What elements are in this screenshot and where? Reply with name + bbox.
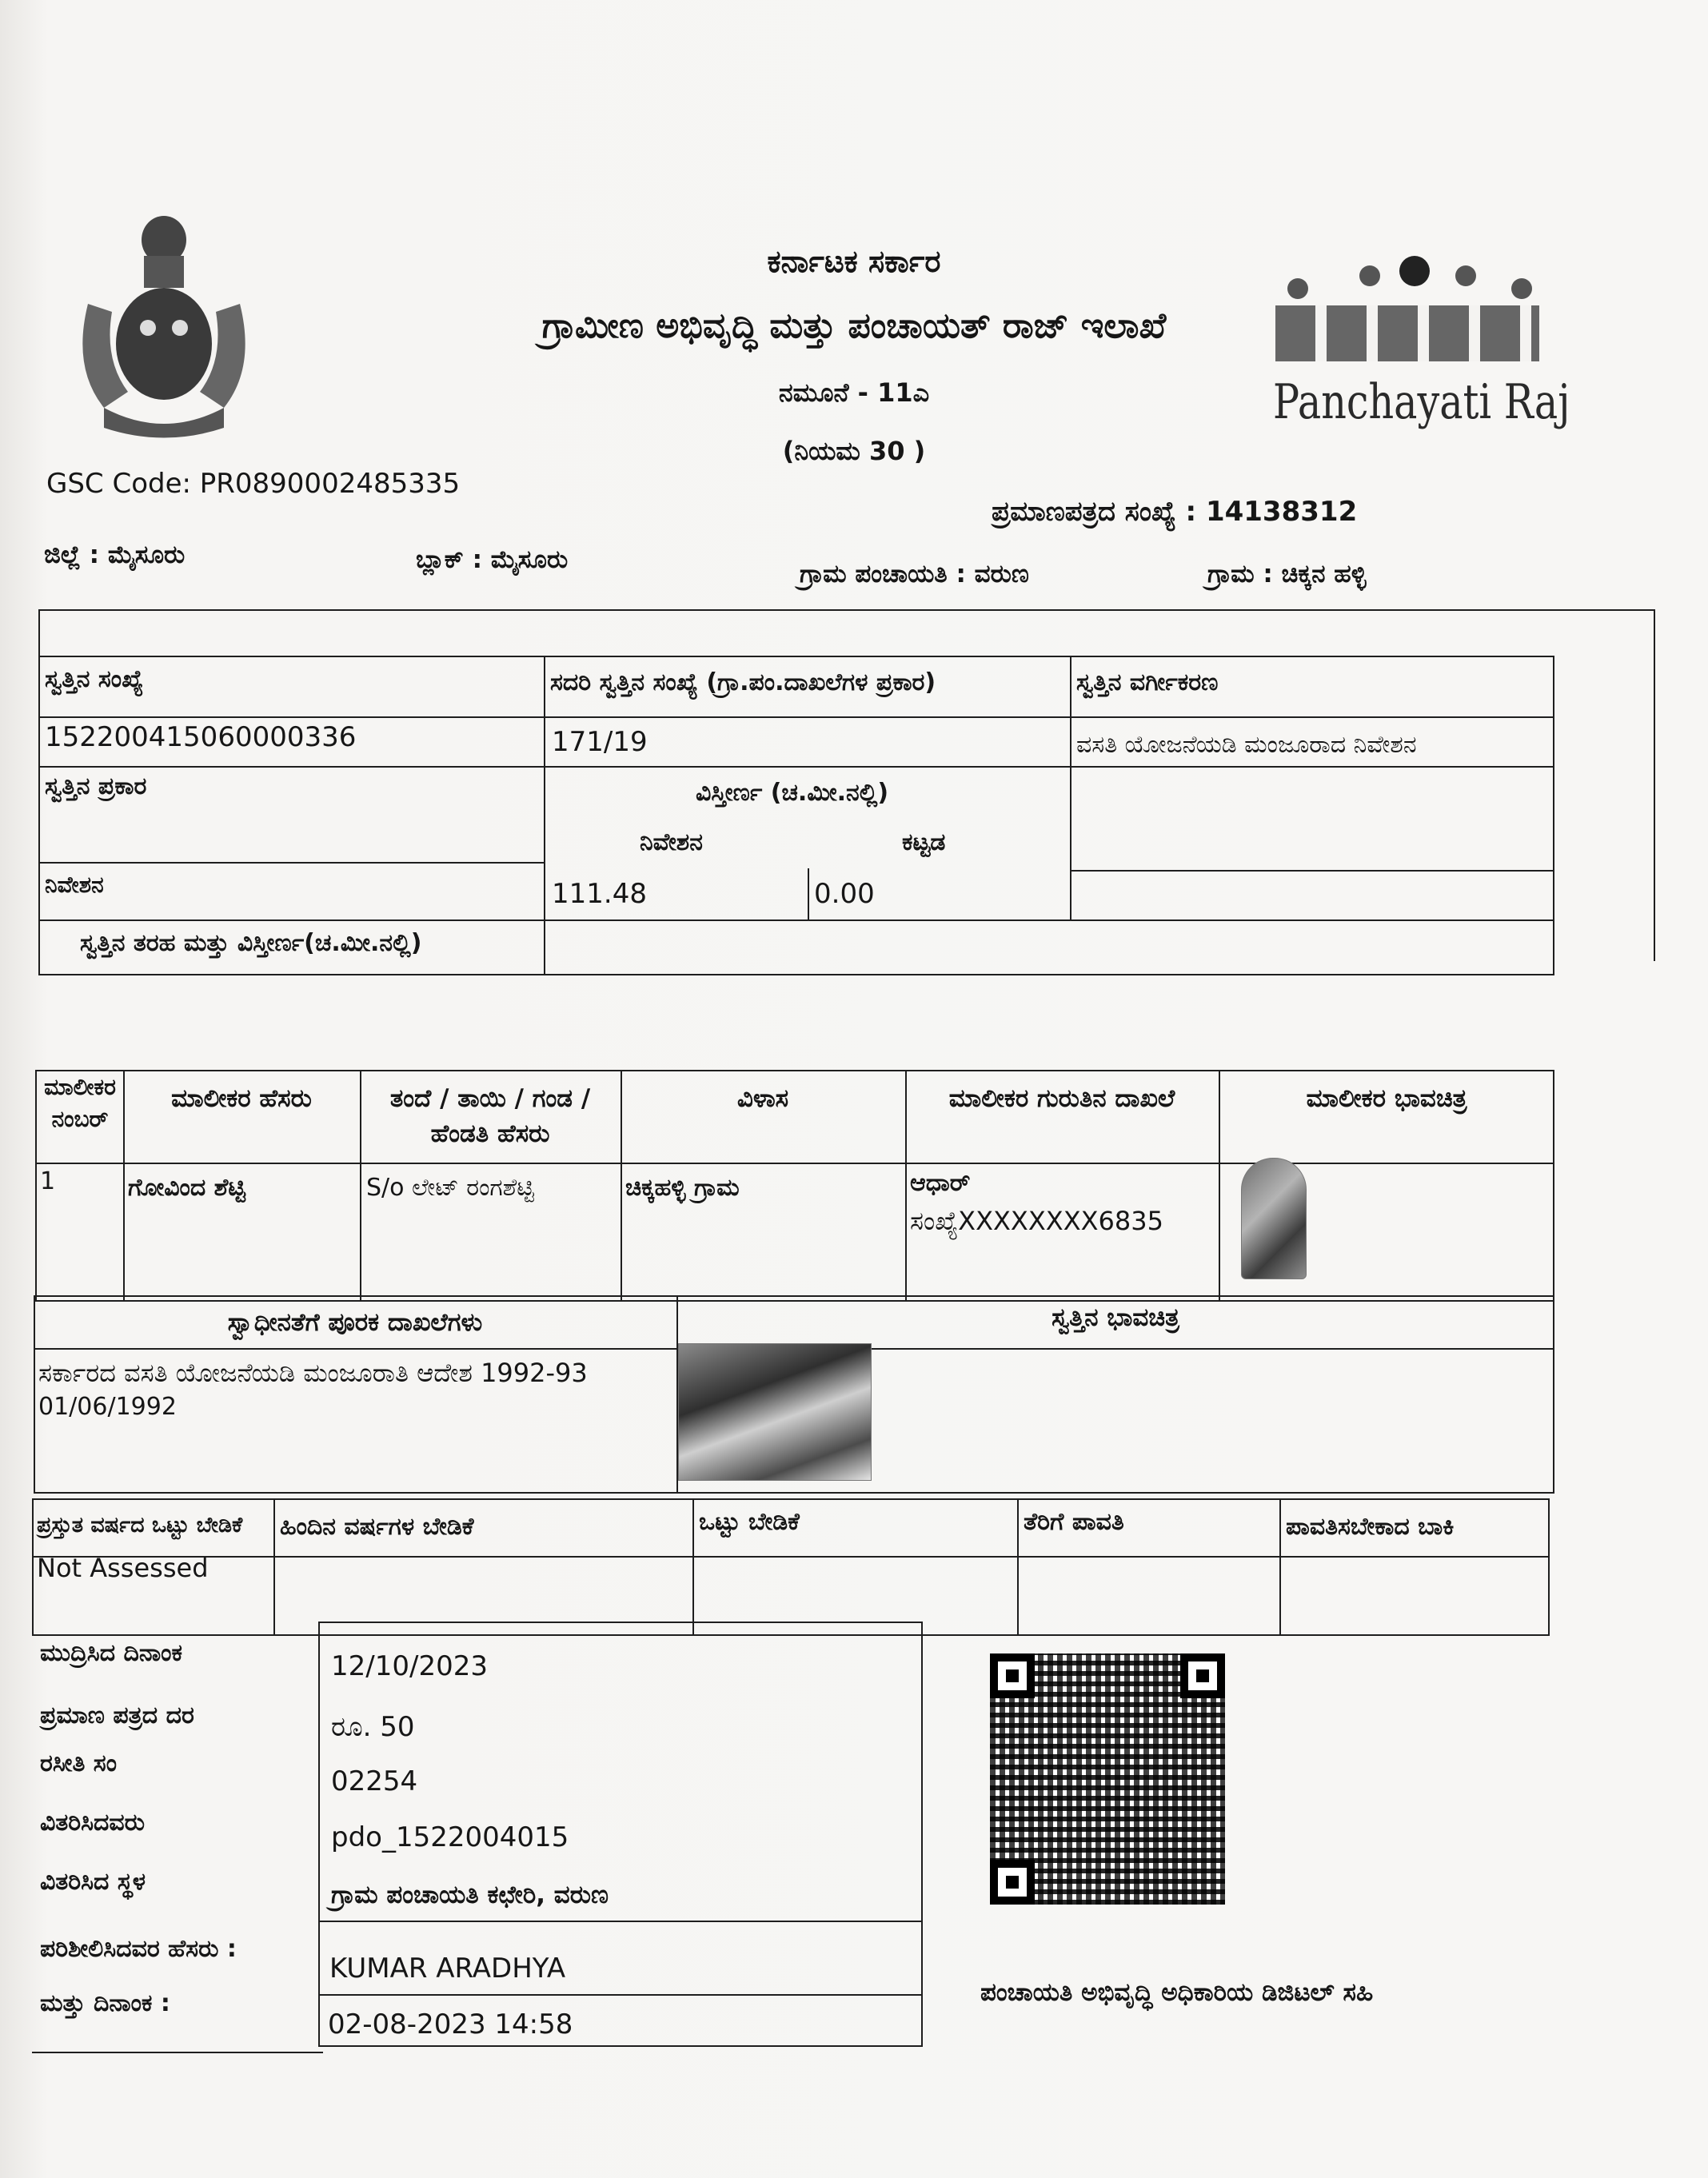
- document-date: 01/06/1992: [38, 1393, 177, 1421]
- certificate-fee: ರೂ. 50: [331, 1711, 415, 1743]
- label-certificate-fee: ಪ್ರಮಾಣ ಪತ್ರದ ದರ: [40, 1701, 194, 1729]
- header-owner-name: ಮಾಲೀಕರ ಹೆಸರು: [171, 1084, 312, 1113]
- gram-panchayat: ಗ್ರಾಮ ಪಂಚಾಯತಿ : ವರುಣ: [800, 560, 1029, 588]
- digital-signature-label: ಪಂಚಾಯತಿ ಅಭಿವೃದ್ಧಿ ಅಧಿಕಾರಿಯ ಡಿಜಿಟಲ್ ಸಹಿ: [980, 1978, 1374, 2007]
- taluk: ಬ್ಲಾಕ್ : ಮೈಸೂರು: [416, 545, 569, 574]
- property-classification: ವಸತಿ ಯೋಜನೆಯಡಿ ಮಂಜೂರಾದ ನಿವೇಶನ: [1076, 731, 1417, 759]
- label-signer-name: ಪರಿಶೀಲಿಸಿದವರ ಹೆಸರು :: [40, 1935, 237, 1963]
- label-building: ಕಟ್ಟಡ: [902, 828, 946, 856]
- header-total-demand: ಒಟ್ಟು ಬೇಡಿಕೆ: [699, 1508, 800, 1536]
- label-site: ನಿವೇಶನ: [640, 828, 703, 856]
- property-type: ನಿವೇಶನ: [45, 872, 104, 898]
- print-date: 12/10/2023: [331, 1650, 488, 1682]
- receipt-no: 02254: [331, 1765, 418, 1797]
- owner-photo: [1241, 1158, 1307, 1279]
- label-sign-date: ಮತ್ತು ದಿನಾಂಕ :: [40, 1989, 170, 2017]
- header-owner-photo: ಮಾಲೀಕರ ಭಾವಚಿತ್ರ: [1306, 1084, 1467, 1113]
- owner-relation: S/o ಲೇಟ್ ರಂಗಶೆಟ್ಟಿ: [366, 1174, 535, 1202]
- label-old-property-id: ಸದರಿ ಸ್ವತ್ತಿನ ಸಂಖ್ಯೆ (ಗ್ರಾ.ಪಂ.ದಾಖಲೆಗಳ ಪ್ರಕಾರ): [550, 668, 936, 696]
- property-photo: [678, 1343, 872, 1481]
- document-description: ಸರ್ಕಾರದ ವಸತಿ ಯೋಜನೆಯಡಿ ಮಂಜೂರಾತಿ ಆದೇಶ 1992-93: [38, 1358, 588, 1388]
- label-property-description: ಸ್ವತ್ತಿನ ತರಹ ಮತ್ತು ವಿಸ್ತೀರ್ಣ(ಚ.ಮೀ.ನಲ್ಲಿ): [80, 929, 422, 957]
- qr-code-icon: [990, 1653, 1225, 1905]
- owner-id-number: ಸಂಖ್ಯೆXXXXXXXX6835: [910, 1206, 1163, 1236]
- sign-date: 02-08-2023 14:58: [328, 2008, 573, 2040]
- certificate-number: ಪ್ರಮಾಣಪತ್ರದ ಸಂಖ್ಯೆ : 14138312: [992, 496, 1358, 528]
- header-previous-demand: ಹಿಂದಿನ ವರ್ಷಗಳ ಬೇಡಿಕೆ: [280, 1513, 474, 1541]
- site-area: 111.48: [552, 878, 647, 910]
- header-supporting-documents: ಸ್ವಾಧೀನತೆಗೆ ಪೂರಕ ದಾಖಲೆಗಳು: [227, 1308, 483, 1337]
- label-receipt-no: ರಸೀತಿ ಸಂ: [40, 1749, 118, 1777]
- header-rule: (ನಿಯಮ 30 ): [782, 436, 926, 466]
- signer-name: KUMAR ARADHYA: [329, 1953, 566, 1985]
- gsc-code: GSC Code: PR0890002485335: [46, 468, 461, 500]
- label-property-id: ಸ್ವತ್ತಿನ ಸಂಖ್ಯೆ: [45, 665, 144, 693]
- district: ಜಿಲ್ಲೆ : ಮೈಸೂರು: [44, 541, 186, 569]
- owner-name: ಗೋವಿಂದ ಶೆಟ್ಟಿ: [128, 1174, 246, 1202]
- label-print-date: ಮುದ್ರಿಸಿದ ದಿನಾಂಕ: [40, 1639, 182, 1667]
- header-owner-id: ಮಾಲೀಕರ ಗುರುತಿನ ದಾಖಲೆ: [948, 1084, 1175, 1113]
- karnataka-emblem-icon: [56, 208, 272, 448]
- label-area: ವಿಸ್ತೀರ್ಣ (ಚ.ಮೀ.ನಲ್ಲಿ): [696, 779, 889, 807]
- header-owner-no: ಮಾಲೀಕರ ನಂಬರ್: [44, 1074, 116, 1132]
- label-issued-by: ವಿತರಿಸಿದವರು: [40, 1809, 146, 1837]
- label-issued-place: ವಿತರಿಸಿದ ಸ್ಥಳ: [40, 1868, 146, 1896]
- header-address: ವಿಳಾಸ: [736, 1084, 789, 1113]
- issued-place: ಗ್ರಾಮ ಪಂಚಾಯತಿ ಕಛೇರಿ, ವರುಣ: [331, 1881, 609, 1909]
- old-property-id: 171/19: [552, 726, 648, 758]
- village: ಗ್ರಾಮ : ಚಿಕ್ಕನ ಹಳ್ಳಿ: [1207, 560, 1367, 588]
- owner-address: ಚಿಕ್ಕಹಳ್ಳಿ ಗ್ರಾಮ: [625, 1174, 740, 1202]
- header-govt: ಕರ್ನಾಟಕ ಸರ್ಕಾರ: [767, 244, 941, 279]
- header-current-demand: ಪ್ರಸ್ತುತ ವರ್ಷದ ಒಟ್ಟು ಬೇಡಿಕೆ: [37, 1513, 243, 1538]
- property-table: [38, 656, 1554, 975]
- header-department: ಗ್ರಾಮೀಣ ಅಭಿವೃದ್ಧಿ ಮತ್ತು ಪಂಚಾಯತ್ ರಾಜ್ ಇಲಾಖೆ: [541, 305, 1167, 346]
- property-id: 152200415060000336: [45, 721, 357, 753]
- panchayati-raj-people-icon: [1271, 256, 1543, 368]
- issued-by: pdo_1522004015: [331, 1821, 569, 1853]
- header-tax-paid: ತೆರಿಗೆ ಪಾವತಿ: [1024, 1508, 1124, 1536]
- owner-no: 1: [40, 1167, 56, 1195]
- label-classification: ಸ್ವತ್ತಿನ ವರ್ಗೀಕರಣ: [1076, 668, 1219, 696]
- header-balance: ಪಾವತಿಸಬೇಕಾದ ಬಾಕಿ: [1286, 1513, 1455, 1541]
- building-area: 0.00: [814, 878, 875, 910]
- owner-id-type: ಆಧಾರ್: [910, 1169, 971, 1197]
- header-property-photo: ಸ್ವತ್ತಿನ ಭಾವಚಿತ್ರ: [1052, 1303, 1179, 1332]
- current-demand-value: Not Assessed: [37, 1553, 209, 1583]
- header-relation: ತಂದೆ / ತಾಯಿ / ಗಂಡ / ಹೆಂಡತಿ ಹೆಸರು: [389, 1084, 591, 1148]
- header-form-no: ನಮೂನೆ - 11ಎ: [778, 377, 930, 408]
- label-property-type: ಸ್ವತ್ತಿನ ಪ್ರಕಾರ: [45, 772, 147, 800]
- panchayati-raj-logo-text: Panchayati Raj: [1273, 374, 1570, 430]
